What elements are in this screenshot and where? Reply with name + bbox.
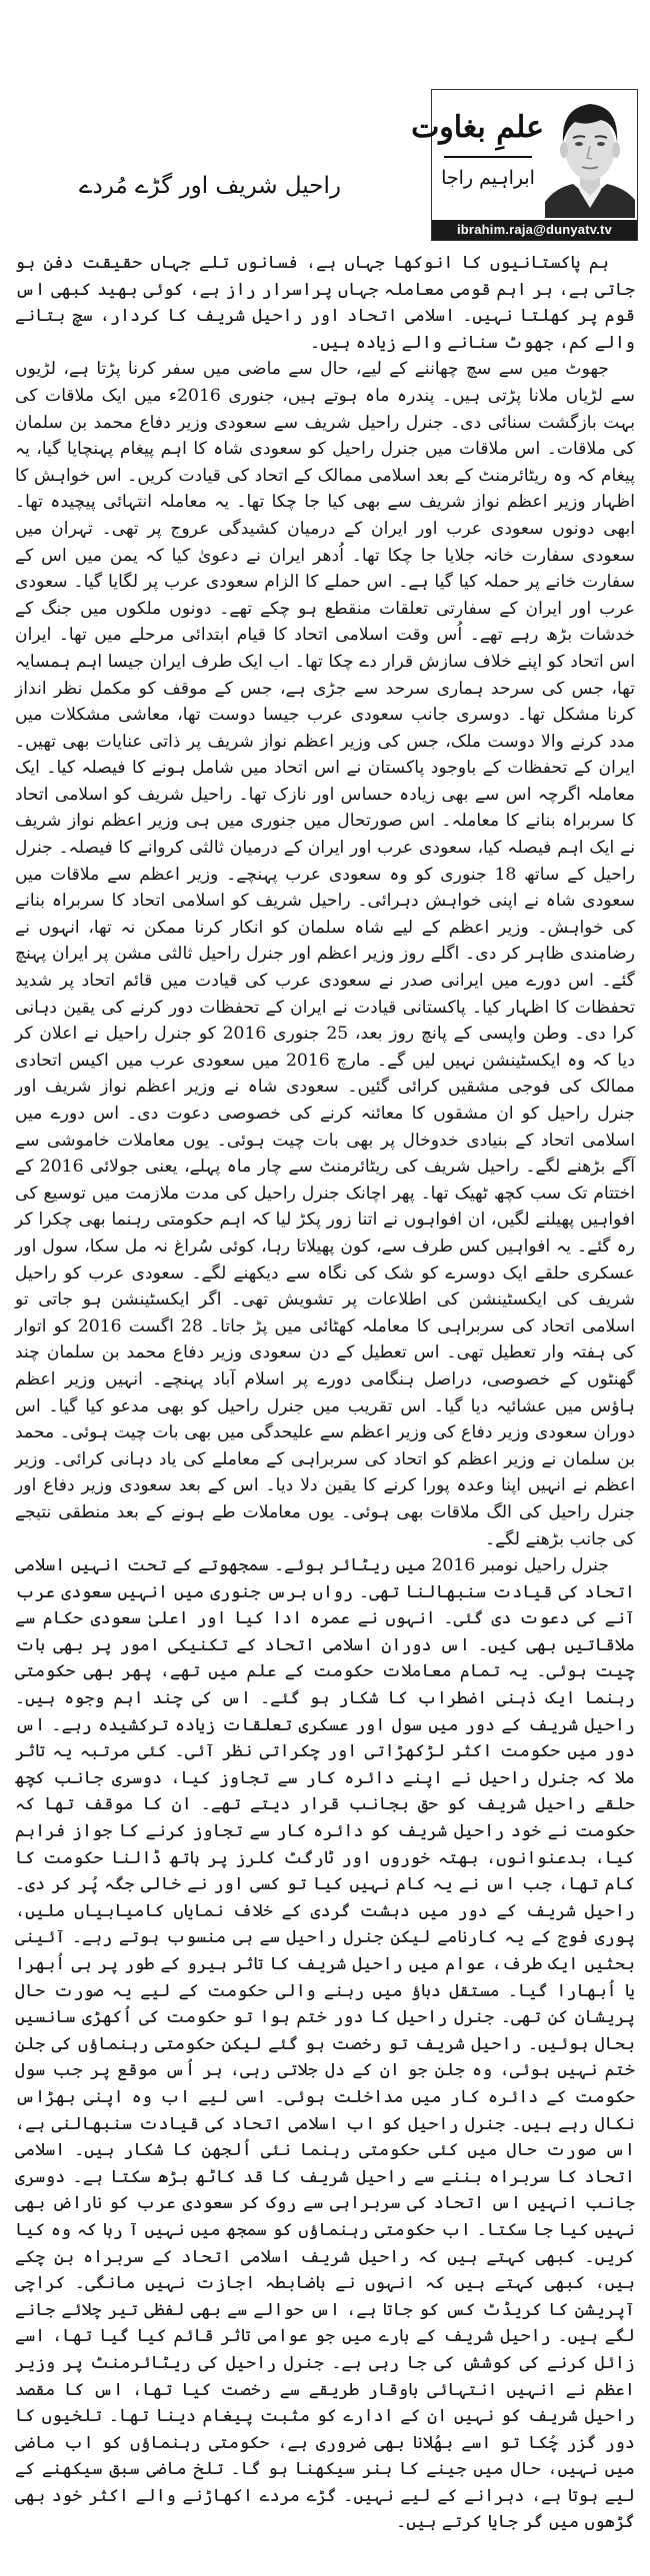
author-name: ابراہیم راجا (441, 167, 535, 189)
author-photo (545, 90, 635, 218)
byline-divider (444, 156, 532, 158)
article-paragraph: جھوٹ میں سے سچ چھاننے کے لیے، حال سے ماضی میں سفر کرنا پڑتا ہے، لڑیوں سے لڑیاں ملانا پڑتی ہیں۔ پندرہ ماہ ہوتے ہیں، جنوری 2016ء میں ایک ملاقات کی بہت بازگشت سنائی دی۔ جنرل راحیل شریف سے سعودی وزیر دفاع محمد بن سلمان کی ملاقات۔ اس ملاقات میں جنرل راحیل کو سعودی شاہ کا اہم پیغام پہنچایا گیا، یہ پیغام کہ وہ ریٹائرمنٹ کے بعد اسلامی ممالک کے اتحاد کی قیادت کریں۔ اس خواہش کا اظہار وزیر اعظم نواز شریف سے بھی کیا جا چکا تھا۔ یہ معاملہ انتہائی پیچیدہ تھا۔ ابھی دونوں سعودی عرب اور ایران کے درمیان کشیدگی عروج پر تھی۔ تہران میں سعودی سفارت خانہ جلایا جا چکا تھا۔ اُدھر ایران نے دعویٰ کیا کہ یمن میں اس کے سفارت خانے پر حملہ کیا گیا ہے۔ اس حملے کا الزام سعودی عرب پر لگایا گیا۔ سعودی عرب اور ایران کے سفارتی تعلقات منقطع ہو چکے تھے۔ دونوں ملکوں میں جنگ کے خدشات بڑھ رہے تھے۔ اُس وقت اسلامی اتحاد کا قیام ابتدائی مرحلے میں تھا۔ ایران اس اتحاد کو اپنے خلاف سازش قرار دے چکا تھا۔ اب ایک طرف ایران جیسا اہم ہمسایہ تھا، جس کی سرحد ہماری سرحد سے جڑی ہے، جس کے موقف کو مکمل نظر انداز کرنا مشکل تھا۔ دوسری جانب سعودی عرب جیسا دوست تھا، معاشی مشکلات میں مدد کرنے والا دوست ملک، جس کی وزیر اعظم نواز شریف پر ذاتی عنایات بھی تھیں۔ ایران کے تحفظات کے باوجود پاکستان نے اس اتحاد میں شامل ہونے کا فیصلہ کیا۔ ایک معاملہ اگرچہ اس سے بھی زیادہ حساس اور نازک تھا۔ راحیل شریف کو اسلامی اتحاد کا سربراہ بنانے کا معاملہ۔ اس صورتحال میں جنوری میں ہی وزیر اعظم نواز شریف نے ایک اہم فیصلہ کیا، سعودی عرب اور ایران کے درمیان ثالثی کروانے کا فیصلہ۔ جنرل راحیل کے ساتھ 18 جنوری کو وہ سعودی عرب پہنچے۔ وزیر اعظم سے ملاقات میں سعودی شاہ نے اپنی خواہش دہرائی۔ راحیل شریف کو اسلامی اتحاد کا سربراہ بنانے کی خواہش۔ وزیر اعظم کے لیے شاہ سلمان کو انکار کرنا ممکن نہ تھا، انہوں نے رضامندی ظاہر کر دی۔ اگلے روز وزیر اعظم اور جنرل راحیل ثالثی مشن پر ایران پہنچ گئے۔ اس دورے میں ایرانی صدر نے سعودی عرب کی قیادت میں قائم اتحاد پر شدید تحفظات کا اظہار کیا۔ پاکستانی قیادت نے ایران کے تحفظات دور کرنے کی یقین دہانی کرا دی۔ وطن واپسی کے پانچ روز بعد، 25 جنوری 2016 کو جنرل راحیل نے اعلان کر دیا کہ وہ ایکسٹینشن نہیں لیں گے۔ مارچ 2016 میں سعودی عرب میں اکیس اتحادی ممالک کی فوجی مشقیں کرائی گئیں۔ سعودی شاہ نے وزیر اعظم نواز شریف اور جنرل راحیل کو ان مشقوں کا معائنہ کرنے کی خصوصی دعوت دی۔ اس دورے میں اسلامی اتحاد کے بنیادی خدوخال پر بھی بات چیت ہوئی۔ یوں معاملات خاموشی سے آگے بڑھنے لگے۔ راحیل شریف کی ریٹائرمنٹ سے چار ماہ پہلے، یعنی جولائی 2016 کے اختتام تک سب کچھ ٹھیک تھا۔ پھر اچانک جنرل راحیل کی مدت ملازمت میں توسیع کی افواہیں پھیلنے لگیں، ان افواہوں نے اتنا زور پکڑ لیا کہ اہم حکومتی رہنما بھی چکرا کر رہ گئے۔ یہ افواہیں کس طرف سے، کون پھیلاتا رہا، کوئی سُراغ نہ مل سکا، سول اور عسکری حلقے ایک دوسرے کو شک کی نگاہ سے دیکھنے لگے۔ سعودی عرب کو راحیل شریف کی ایکسٹینشن کی اطلاعات پر تشویش تھی۔ اگر ایکسٹینشن ہو جاتی تو اسلامی اتحاد کی سربراہی کا معاملہ کھٹائی میں پڑ جاتا۔ 28 اگست 2016 کو اتوار کی ہفتہ وار تعطیل تھی۔ اس تعطیل کے دن سعودی وزیر دفاع محمد بن سلمان چند گھنٹوں کے خصوصی، دراصل ہنگامی دورے پر اسلام آباد پہنچے۔ انہیں وزیر اعظم ہاؤس میں عشائیہ دیا گیا۔ اس تقریب میں جنرل راحیل کو بھی مدعو کیا گیا۔ اس دوران سعودی وزیر دفاع کی وزیر اعظم سے علیحدگی میں بھی بات چیت ہوئی۔ محمد بن سلمان نے وزیر اعظم کو اتحاد کی سربراہی کے معاملے کی یاد دہانی کرائی۔ وزیر اعظم نے انہیں اپنا وعدہ پورا کرنے کا یقین دلا دیا۔ اس کے بعد سعودی وزیر دفاع اور جنرل راحیل کی الگ ملاقات بھی ہوئی۔ یوں معاملات طے ہونے کے بعد منطقی نتیجے کی جانب بڑھنے لگے۔ (15, 359, 636, 1549)
column-header (0, 0, 650, 250)
article-body (15, 250, 635, 2576)
column-name-logo: علمِ بغاوت (411, 110, 544, 145)
headline: راحیل شریف اور گڑے مُردے (79, 173, 341, 199)
column-byline-box (411, 89, 638, 241)
byline-text-block (411, 90, 544, 220)
author-email: ibrahim.raja@dunyatv.tv (432, 220, 637, 240)
article-paragraph: ہم پاکستانیوں کا انوکھا جہاں ہے، فسانوں تلے جہاں حقیقت دفن ہو جاتی ہے، ہر اہم قومی معاملہ جہاں پراسرار راز ہے، کوئی بھید کبھی اس قوم پر کھلتا نہیں۔ اسلامی اتحاد اور راحیل شریف کا کردار، سچ بتانے والے کم، جھوٹ سنانے والے زیادہ ہیں۔ (15, 253, 635, 353)
article-paragraph: جنرل راحیل نومبر 2016 میں ریٹائر ہوئے۔ سمجھوتے کے تحت انہیں اسلامی اتحاد کی قیادت سنبھالنا تھی۔ رواں برس جنوری میں انہیں سعودی عرب آنے کی دعوت دی گئی۔ انہوں نے عمرہ ادا کیا اور اعلیٰ سعودی حکام سے ملاقاتیں بھی کیں۔ اس دوران اسلامی اتحاد کے تکنیکی امور پر بھی بات چیت ہوئی۔ یہ تمام معاملات حکومت کے علم میں تھے، پھر بھی حکومتی رہنما ایک ذہنی اضطراب کا شکار ہو گئے۔ اس کی چند اہم وجوہ ہیں۔ راحیل شریف کے دور میں سول اور عسکری تعلقات زیادہ ترکشیدہ رہے۔ اس دور میں حکومت اکثر لڑکھڑاتی اور چکراتی نظر آئی۔ کئی مرتبہ یہ تاثر ملا کہ جنرل راحیل نے اپنے دائرہ کار سے تجاوز کیا، دوسری جانب کچھ حلقے راحیل شریف کو حق بجانب قرار دیتے تھے۔ ان کا موقف تھا کہ حکومت نے خود راحیل شریف کو دائرہ کار سے تجاوز کرنے کا جواز فراہم کیا، بدعنوانوں، بھتہ خوروں اور ٹارگٹ کلرز پر ہاتھ ڈالنا حکومت کا کام تھا، جب اس نے یہ کام نہیں کیا تو کسی اور نے خالی جگہ پُر کر دی۔ راحیل شریف کے دور میں دہشت گردی کے خلاف نمایاں کامیابیاں ملیں، پوری فوج کے یہ کارنامے لیکن جنرل راحیل سے ہی منسوب ہوتے رہے۔ آئینی بحثیں ایک طرف، عوام میں راحیل شریف کا تاثر ہیرو کے طور پر ہی اُبھرا یا اُبھارا گیا۔ مستقل دباؤ میں رہنے والی حکومت کے لیے یہ صورت حال پریشان کن تھی۔ جنرل راحیل کا دور ختم ہوا تو حکومت کی اُکھڑی سانسیں بحال ہوئیں۔ راحیل شریف تو رخصت ہو گئے لیکن حکومتی رہنماؤں کی جلن ختم نہیں ہوئی، وہ جلن جو ان کے دل جلاتی رہی، ہر اُس موقع پر جب سول حکومت کے دائرہ کار میں مداخلت ہوئی۔ اسی لیے اب وہ اپنی بھڑاس نکال رہے ہیں۔ جنرل راحیل کو اب اسلامی اتحاد کی قیادت سنبھالنی ہے، اس صورت حال میں کئی حکومتی رہنما نئی اُلجھن کا شکار ہیں۔ اسلامی اتحاد کا سربراہ بننے سے راحیل شریف کا قد کاٹھ بڑھ سکتا ہے۔ دوسری جانب انہیں اس اتحاد کی سربراہی سے روک کر سعودی عرب کو ناراض بھی نہیں کیا جا سکتا۔ اب حکومتی رہنماؤں کو سمجھ میں نہیں آ رہا کہ وہ کیا کریں۔ کبھی کہتے ہیں کہ راحیل شریف اسلامی اتحاد کے سربراہ بن چکے ہیں، کبھی کہتے ہیں کہ انہوں نے باضابطہ اجازت نہیں مانگی۔ کراچی آپریشن کا کریڈٹ کس کو جاتا ہے، اس حوالے سے بھی لفظی تیر چلائے جانے لگے ہیں۔ راحیل شریف کے بارے میں جو عوامی تاثر قائم کیا گیا تھا، اسے زائل کرنے کی کوشش کی جا رہی ہے۔ جنرل راحیل کی ریٹائرمنٹ پر وزیر اعظم نے انہیں انتہائی باوقار طریقے سے رخصت کیا تھا، اس کا مقصد راحیل شریف کو نہیں ان کے ادارے کو مثبت پیغام دینا تھا۔ تلخیوں کا دور گزر چُکا تو اسے بھُلانا بھی ضروری ہے، حکومتی رہنماؤں کو اب ماضی میں نہیں، حال میں جینے کا ہنر سیکھنا ہو گا۔ تلخ ماضی سبق سیکھنے کے لیے ہوتا ہے، دہرانے کے لیے نہیں۔ گڑے مردے اکھاڑنے والے اکثر خود بھی گڑھوں میں گر جایا کرتے ہیں۔ (15, 1555, 635, 2533)
